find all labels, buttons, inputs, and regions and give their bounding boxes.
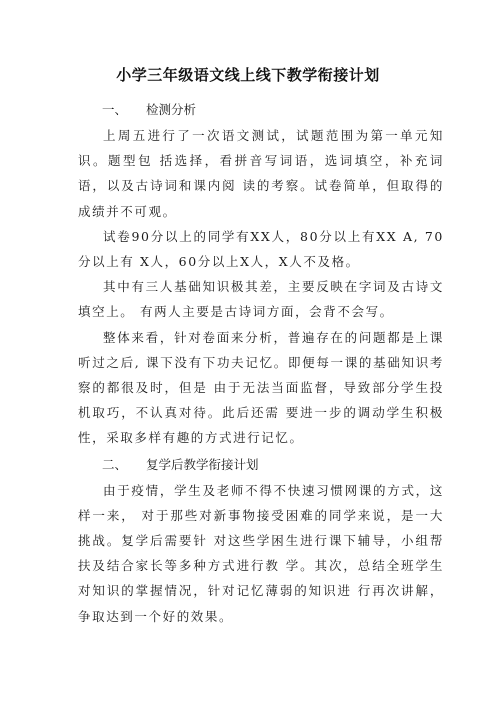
paragraph: 其中有三人基础知识极其差，主要反映在字词及古诗文填空上。 有两人主要是古诗词方面，会背不会写。 [78, 279, 444, 320]
section-number: 一、 [102, 102, 128, 117]
paragraph: 试卷90分以上的同学有XX人，80分以上有XX A, 70分以上有 X人，60分以上X人，X人不及格。 [78, 228, 444, 270]
section-heading-1 [78, 96, 444, 123]
document-title: 小学三年级语文线上线下教学衔接计划 [116, 66, 380, 84]
paragraph: 整体来看，针对卷面来分析，普遍存在的问题都是上课听过之后, 课下没有下功夫记忆。即便每一课的基础知识考察的都很及时，但是 由于无法当面监督，导致部分学生投机取巧，不认真对待。此后还需 要进一步的调动学生积极性，采取多样有趣的方式进行记忆。 [78, 329, 444, 446]
section-title: 复学后教学衔接计划 [146, 456, 259, 472]
document-body [78, 96, 444, 629]
section-title: 检测分析 [146, 102, 197, 117]
section-number: 二、 [102, 456, 128, 472]
section-heading-2 [78, 451, 444, 478]
paragraph: 上周五进行了一次语文测试，试题范围为第一单元知识。题型包 括选择，看拼音写词语，选词填空，补充词语，以及古诗词和课内阅 读的考察。试卷简单，但取得的成绩并不可观。 [78, 128, 444, 219]
paragraph: 由于疫情，学生及老师不得不快速习惯网课的方式，这样一来， 对于那些对新事物接受困难的同学来说，是一大挑战。复学后需要针 对这些学困生进行课下辅导，小组帮扶及结合家长等多种方式进行教 学。其次，总结全班学生对知识的掌握情况，针对记忆薄弱的知识进 行再次讲解，争取达到一个好的效果。 [78, 482, 444, 624]
